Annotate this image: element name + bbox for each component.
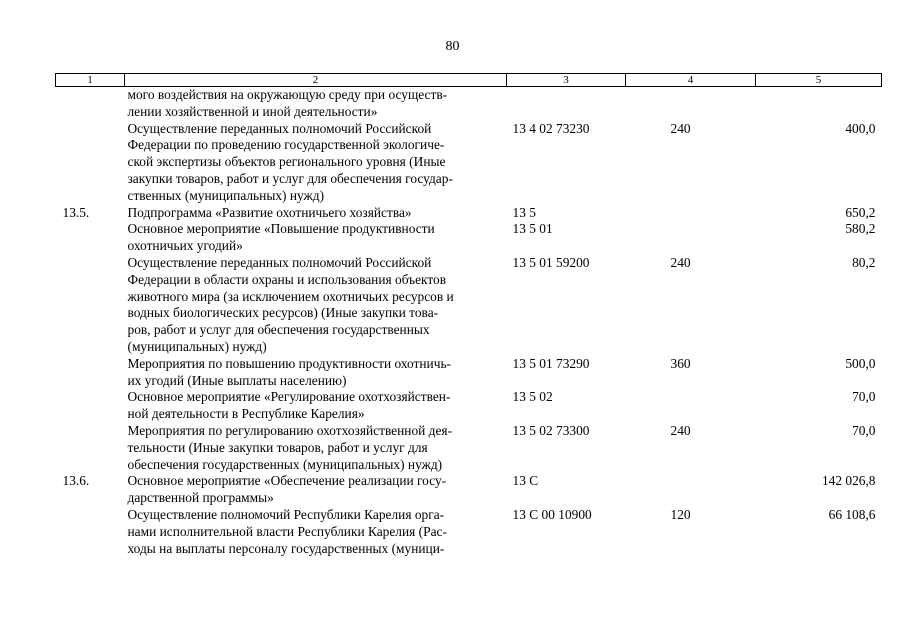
row-description [125, 205, 507, 222]
row-number [56, 221, 125, 255]
row-number [56, 389, 125, 423]
description-line: Осуществление переданных полномочий Российской [127, 120, 432, 136]
budget-table [55, 73, 882, 557]
amount: 70,0 [852, 389, 876, 405]
table-row [56, 507, 882, 557]
row-number: 13.6. [62, 473, 90, 489]
table-row [56, 87, 882, 121]
amount: 400,0 [845, 120, 876, 136]
row-description [125, 255, 507, 356]
page-number: 80 [445, 39, 460, 54]
table-row [56, 356, 882, 390]
description-line: охотничьих угодий» [127, 238, 243, 254]
budget-code: 13 5 [512, 204, 536, 220]
expense-type [626, 389, 756, 423]
description-line: дарственной программы» [127, 490, 274, 506]
row-description [125, 221, 507, 255]
description-line: животного мира (за исключением охотничьих ресурсов и [127, 288, 454, 304]
description-line: ственных (муниципальных) нужд) [127, 187, 325, 203]
description-line: Мероприятия по регулированию охотхозяйственной дея- [127, 422, 453, 438]
amount [756, 87, 882, 121]
description-line: обеспечения государственных (муниципальных) нужд) [127, 456, 443, 472]
description-line: лении хозяйственной и иной деятельности» [127, 103, 378, 119]
budget-code: 13 С [512, 473, 539, 489]
description-line: тельности (Иные закупки товаров, работ и услуг для [127, 439, 428, 455]
table-row [56, 423, 882, 473]
row-description [125, 473, 507, 507]
description-line: их угодий (Иные выплаты населению) [127, 372, 347, 388]
table-row [56, 389, 882, 423]
header-col-1: 1 [56, 74, 125, 87]
table-row [56, 473, 882, 507]
row-description [125, 356, 507, 390]
header-col-4: 4 [626, 74, 756, 87]
amount: 580,2 [845, 221, 876, 237]
row-number [56, 255, 125, 356]
row-description [125, 507, 507, 557]
header-col-5: 5 [756, 74, 882, 87]
table-row [56, 221, 882, 255]
header-row [56, 74, 882, 87]
expense-type: 240 [670, 422, 691, 438]
budget-code: 13 5 01 [512, 221, 553, 237]
budget-code: 13 5 02 73300 [512, 422, 590, 438]
row-description [125, 389, 507, 423]
row-number [56, 507, 125, 557]
budget-code: 13 5 01 73290 [512, 355, 590, 371]
description-line: (муниципальных) нужд) [127, 338, 267, 354]
expense-type [626, 87, 756, 121]
description-line: ной деятельности в Республике Карелия» [127, 406, 365, 422]
expense-type [626, 205, 756, 222]
row-number [56, 356, 125, 390]
description-line: Федерации в области охраны и использования объектов [127, 271, 447, 287]
budget-code: 13 5 02 [512, 389, 553, 405]
row-number [56, 423, 125, 473]
expense-type [626, 221, 756, 255]
amount: 70,0 [852, 422, 876, 438]
budget-code: 13 5 01 59200 [512, 254, 590, 270]
budget-code: 13 С 00 10900 [512, 506, 592, 522]
description-line: Федерации по проведению государственной экологиче- [127, 137, 445, 153]
expense-type: 240 [670, 254, 691, 270]
description-line: Мероприятия по повышению продуктивности охотничь- [127, 355, 452, 371]
description-line: ской экспертизы объектов регионального уровня (Иные [127, 154, 446, 170]
amount: 66 108,6 [828, 506, 876, 522]
expense-type: 240 [670, 120, 691, 136]
expense-type: 360 [670, 355, 691, 371]
description-line: Подпрограмма «Развитие охотничьего хозяйства» [127, 204, 412, 220]
description-line: ров, работ и услуг для обеспечения государственных [127, 322, 430, 338]
budget-code: 13 4 02 73230 [512, 120, 590, 136]
description-line: нами исполнительной власти Республики Карелия (Рас- [127, 523, 447, 539]
description-line: закупки товаров, работ и услуг для обеспечения государ- [127, 170, 453, 186]
row-description [125, 423, 507, 473]
table-header [56, 74, 882, 87]
description-line: Осуществление полномочий Республики Карелия орга- [127, 506, 445, 522]
row-number [56, 87, 125, 121]
table-body [56, 87, 882, 558]
amount: 142 026,8 [821, 473, 876, 489]
row-number [56, 121, 125, 205]
description-line: водных биологических ресурсов) (Иные закупки това- [127, 305, 439, 321]
description-line: Основное мероприятие «Регулирование охотхозяйствен- [127, 389, 451, 405]
description-line: мого воздействия на окружающую среду при осуществ- [127, 87, 448, 102]
amount: 650,2 [845, 204, 876, 220]
header-col-2: 2 [125, 74, 507, 87]
row-description [125, 87, 507, 121]
description-line: ходы на выплаты персоналу государственных (муници- [127, 540, 445, 556]
row-number: 13.5. [62, 204, 90, 220]
description-line: Основное мероприятие «Обеспечение реализации госу- [127, 473, 447, 489]
table-row [56, 255, 882, 356]
expense-type [626, 473, 756, 507]
amount: 80,2 [852, 254, 876, 270]
row-description [125, 121, 507, 205]
header-col-3: 3 [507, 74, 626, 87]
description-line: Основное мероприятие «Повышение продуктивности [127, 221, 435, 237]
amount: 500,0 [845, 355, 876, 371]
budget-code [507, 87, 626, 121]
expense-type: 120 [670, 506, 691, 522]
description-line: Осуществление переданных полномочий Российской [127, 254, 432, 270]
table-row [56, 121, 882, 205]
table-row [56, 205, 882, 222]
